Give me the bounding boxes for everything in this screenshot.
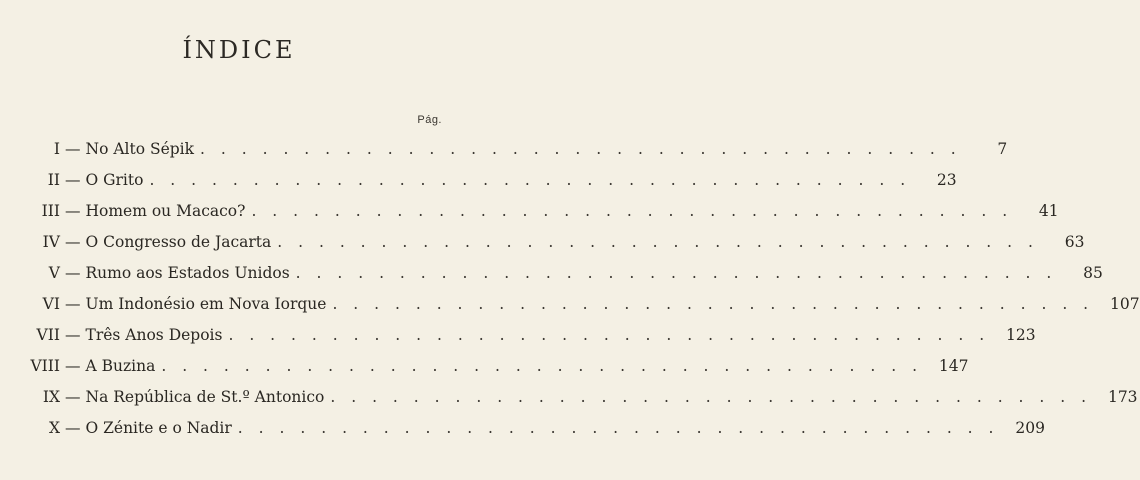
dash-separator: — (65, 171, 81, 189)
chapter-number: IV (42, 233, 60, 251)
chapter-number: VI (42, 295, 60, 313)
toc-entry (0, 233, 1085, 264)
dash-separator: — (65, 295, 81, 313)
toc-entry (0, 202, 1059, 233)
chapter-title: O Grito (85, 171, 144, 189)
toc-entry (0, 357, 969, 388)
chapter-number: X (48, 419, 60, 437)
chapter-page: 41 (1038, 202, 1059, 220)
toc-entry (0, 140, 1008, 171)
dash-separator: — (65, 264, 81, 282)
dot-leader: . . . . . . . . . . . . . . . . . . . . . . . . . . . . . . . . . . . . . (251, 202, 1013, 220)
chapter-number: III (41, 202, 60, 220)
dot-leader: . . . . . . . . . . . . . . . . . . . . . . . . . . . . . . . . . . . . . (277, 233, 1039, 251)
toc-entry (0, 171, 957, 202)
dash-separator: — (65, 326, 81, 344)
chapter-title: Um Indonésio em Nova Iorque (85, 295, 327, 313)
chapter-title: A Buzina (85, 357, 156, 375)
toc-entry (0, 419, 1045, 450)
chapter-title: Homem ou Macaco? (85, 202, 246, 220)
chapter-title: No Alto Sépik (85, 140, 195, 158)
dash-separator: — (65, 419, 81, 437)
dash-separator: — (65, 202, 81, 220)
dot-leader: . . . . . . . . . . . . . . . . . . . . . . . . . . . . . . . . . . . . . (149, 171, 911, 189)
dot-leader: . . . . . . . . . . . . . . . . . . . . . . . . . . . . . . . . . . . . . (332, 295, 1094, 313)
chapter-page: 85 (1083, 264, 1103, 282)
dash-separator: — (65, 140, 81, 158)
dot-leader: . . . . . . . . . . . . . . . . . . . . . . . . . . . . . . . . . . . . . (161, 357, 923, 375)
dash-separator: — (65, 233, 81, 251)
chapter-title: Na República de St.º Antonico (85, 388, 325, 406)
chapter-title: Rumo aos Estados Unidos (85, 264, 290, 282)
chapter-title: Três Anos Depois (85, 326, 223, 344)
chapter-page: 7 (997, 140, 1008, 158)
chapter-number: VII (36, 326, 60, 344)
page-column-label: Pág. (417, 114, 442, 126)
chapter-number: V (48, 264, 60, 282)
chapter-page: 23 (936, 171, 957, 189)
chapter-number: I (53, 140, 60, 158)
toc-entry (0, 264, 1103, 295)
chapter-title: O Zénite e o Nadir (85, 419, 232, 437)
dot-leader: . . . . . . . . . . . . . . . . . . . . . . . . . . . . . . . . . . . . . (330, 388, 1092, 406)
dot-leader: . . . . . . . . . . . . . . . . . . . . . . . . . . . . . . . . . . . . . (237, 419, 999, 437)
chapter-page: 147 (938, 357, 969, 375)
dot-leader: . . . . . . . . . . . . . . . . . . . . . . . . . . . . . . . . . . . . . (228, 326, 990, 344)
toc-entry (0, 326, 1036, 357)
chapter-number: VIII (30, 357, 60, 375)
chapter-page: 209 (1015, 419, 1045, 437)
dot-leader: . . . . . . . . . . . . . . . . . . . . . . . . . . . . . . . . . . . . . (295, 264, 1057, 282)
toc-entry (0, 295, 1140, 326)
dot-leader: . . . . . . . . . . . . . . . . . . . . . . . . . . . . . . . . . . . . . (200, 140, 962, 158)
chapter-page: 123 (1006, 326, 1036, 344)
chapter-number: IX (42, 388, 60, 406)
dash-separator: — (65, 388, 81, 406)
page-title: ÍNDICE (182, 36, 296, 64)
chapter-number: II (47, 171, 60, 189)
chapter-page: 107 (1110, 295, 1140, 313)
chapter-page: 173 (1107, 388, 1138, 406)
chapter-page: 63 (1064, 233, 1085, 251)
chapter-title: O Congresso de Jacarta (85, 233, 272, 251)
dash-separator: — (65, 357, 81, 375)
toc-entry (0, 388, 1138, 419)
